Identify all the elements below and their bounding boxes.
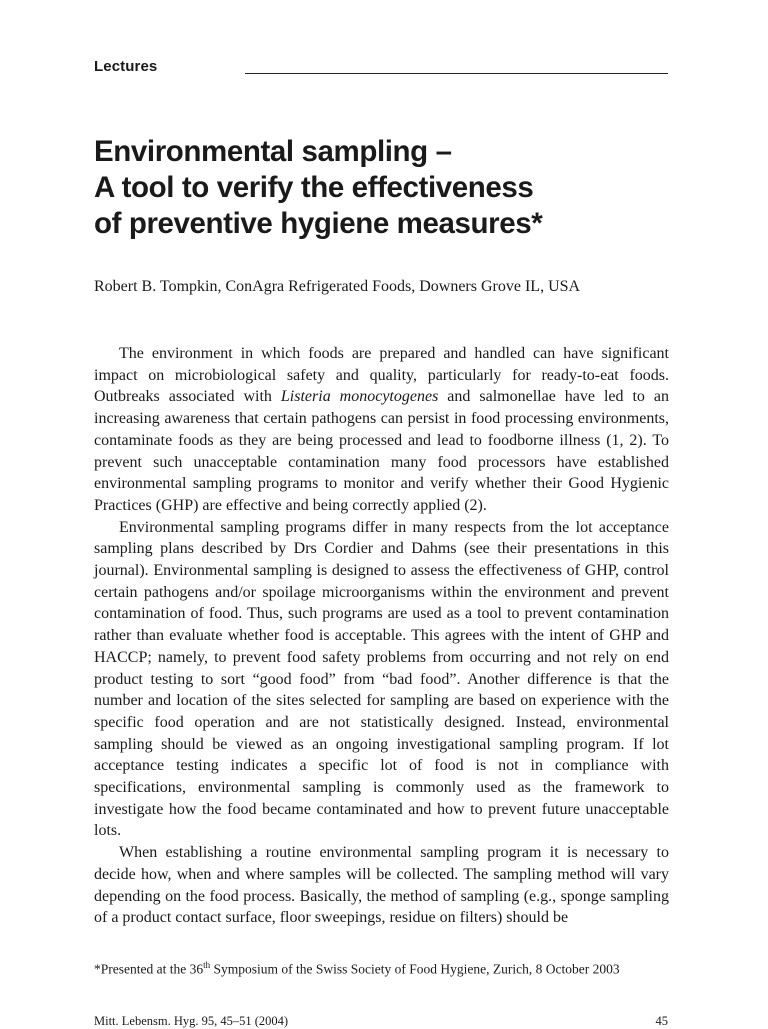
body-paragraph-1 bbox=[94, 343, 669, 517]
title-line-2: A tool to verify the effectiveness bbox=[94, 171, 534, 204]
p1-text-b: and salmonellae have led to an increasing awareness that certain pathogens can persist in food processing environments, contaminate foods as they are being processed and lead to foodborne illness (1, 2). To prevent such unacceptable contamination many food processors have established environmental sampling programs to monitor and verify whether their Good Hygienic Practices (GHP) are effective and being correctly applied (2). bbox=[94, 388, 670, 514]
footnote bbox=[94, 960, 620, 978]
footnote-text-a: *Presented at the 36 bbox=[94, 961, 204, 977]
p1-text-a: The environment in which foods are prepared and handled can have significant impact on microbiological safety and quality, particularly for ready-to-eat foods. Outbreaks associated with bbox=[94, 345, 669, 406]
body-paragraph-2: Environmental sampling programs differ in many respects from the lot acceptance sampling plans described by Drs Cordier and Dahms (see their presentations in this journal). Environmental sampling is designed to assess the effectiveness of GHP, control certain pathogens and/or spoilage microorganisms within the environment and prevent contamination of food. Thus, such programs are used as a tool to prevent contamination rather than evaluate whether food is acceptable. This agrees with the intent of GHP and HACCP; namely, to prevent food safety problems from occurring and not rely on end product testing to sort “good food” from “bad food”. Another difference is that the number and location of the sites selected for sampling are based on experience with the specific food operation and are not statistically designed. Instead, environmental sampling should be viewed as an ongoing investigational sampling program. If lot acceptance testing indicates a specific lot of food is not in compliance with specifications, environmental sampling is commonly used as the framework to investigate how the food became contaminated and how to prevent future unacceptable lots. bbox=[94, 518, 669, 840]
title-line-3: of preventive hygiene measures* bbox=[94, 207, 543, 240]
body-paragraph-3: When establishing a routine environmental sampling program it is necessary to decide how, when and where samples will be collected. The sampling method will vary depending on the food process. Basically, the method of sampling (e.g., sponge sampling of a product contact surface, floor sweepings, residue on filters) should be bbox=[94, 844, 669, 927]
article-title bbox=[94, 134, 714, 242]
article-body bbox=[94, 343, 669, 929]
footnote-text-b: Symposium of the Swiss Society of Food Hygiene, Zurich, 8 October 2003 bbox=[210, 961, 620, 977]
page-footer bbox=[94, 1014, 668, 1029]
page-number: 45 bbox=[655, 1014, 668, 1028]
section-label: Lectures bbox=[94, 58, 158, 75]
journal-citation: Mitt. Lebensm. Hyg. 95, 45–51 (2004) bbox=[94, 1014, 289, 1028]
author-affiliation: Robert B. Tompkin, ConAgra Refrigerated Foods, Downers Grove IL, USA bbox=[94, 278, 581, 295]
p1-organism-italic: Listeria monocytogenes bbox=[280, 388, 439, 406]
title-line-1: Environmental sampling – bbox=[94, 135, 452, 168]
header-rule bbox=[245, 73, 668, 74]
footnote-superscript: th bbox=[203, 960, 211, 970]
